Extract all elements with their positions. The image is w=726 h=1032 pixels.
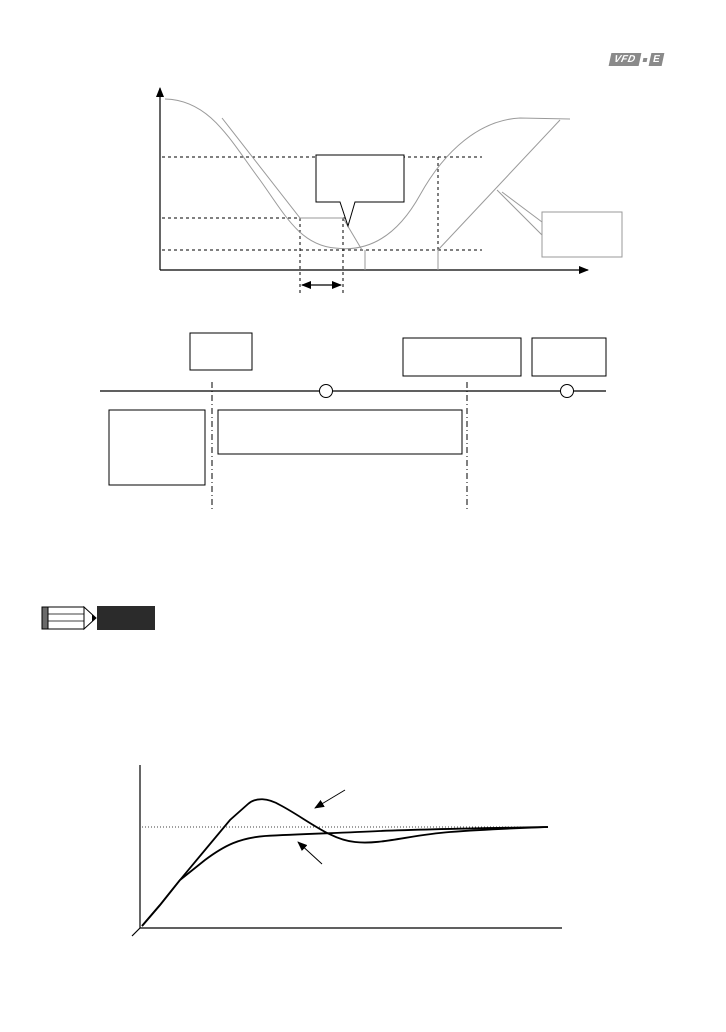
fig1-callout-box-right <box>542 212 622 257</box>
figure-2-timing-diagram <box>100 333 606 512</box>
figure-3-step-response <box>132 765 562 936</box>
fig2-box-bottom-left <box>109 410 205 485</box>
logo-vfd-text: VFD <box>609 53 641 66</box>
fig1-box-vertical <box>365 250 438 270</box>
fig2-box-top-left <box>190 333 252 370</box>
fig3-origin-tick <box>132 928 140 936</box>
fig2-box-bottom-mid <box>218 410 462 454</box>
logo-e-text: E <box>648 53 663 66</box>
fig2-box-top-right <box>532 338 606 376</box>
fig2-marker-circle-2 <box>561 385 574 398</box>
fig3-pointer-upper <box>315 790 345 808</box>
fig3-damped-curve <box>142 827 548 926</box>
fig2-box-top-mid <box>403 338 521 376</box>
fig2-marker-circle-1 <box>320 385 333 398</box>
pencil-icon <box>42 607 96 629</box>
fig1-callout-pointer <box>497 190 542 235</box>
note-badge <box>97 606 155 630</box>
fig3-pointer-lower <box>298 842 322 864</box>
figure-1-frequency-curve <box>160 88 622 293</box>
fig1-callout-box <box>316 155 404 226</box>
